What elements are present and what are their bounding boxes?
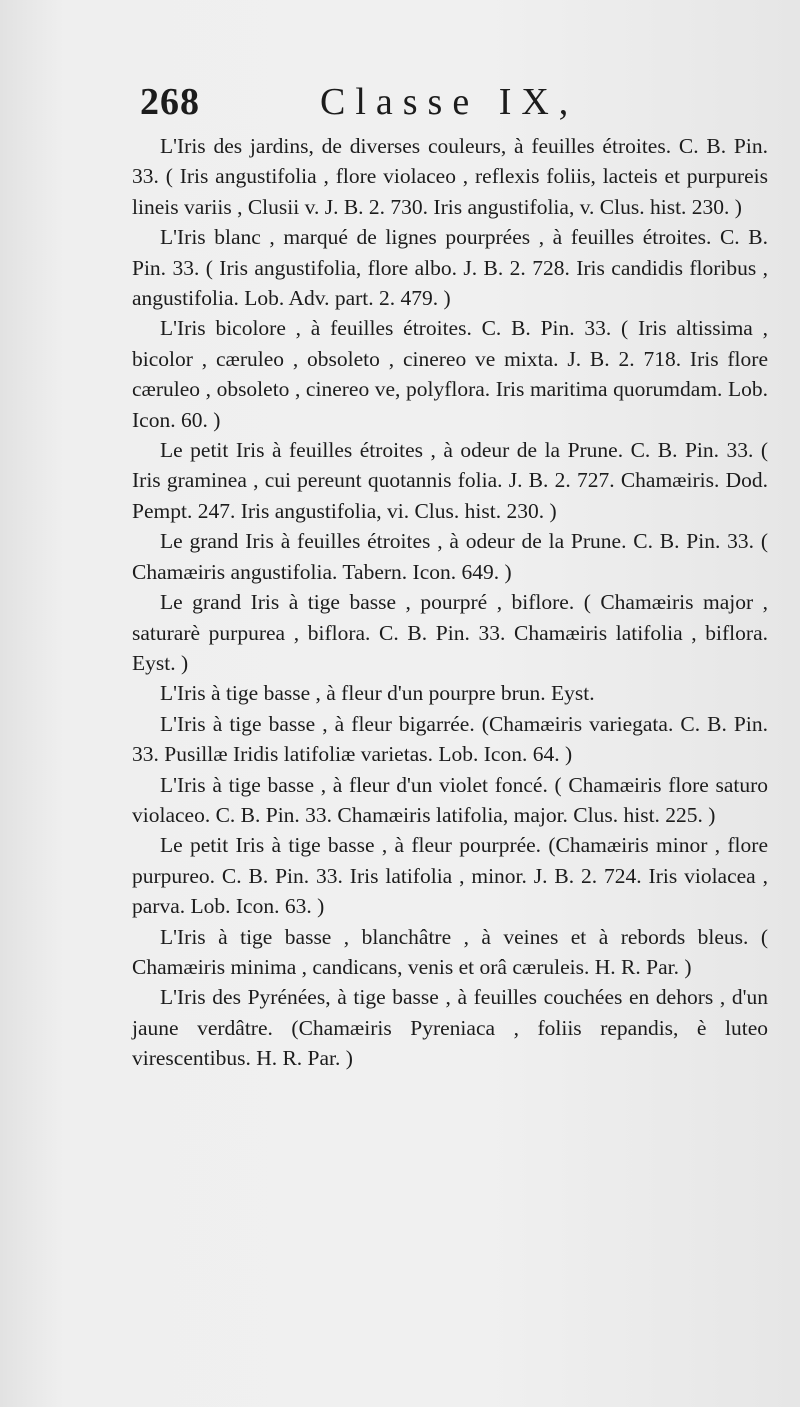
species-entry: L'Iris à tige basse , blanchâtre , à veines et à rebords bleus. ( Chamæiris minima , candicans, venis et orâ cæruleis. H. R. Par. ) bbox=[132, 924, 768, 979]
species-entry: Le grand Iris à tige basse , pourpré , biflore. ( Chamæiris major , saturarè purpurea , biflora. C. B. Pin. 33. Chamæiris latifolia , biflora. Eyst. ) bbox=[132, 590, 768, 675]
text-body bbox=[132, 131, 768, 1074]
running-title: Classe IX, bbox=[320, 81, 579, 123]
species-entry: L'Iris à tige basse , à fleur bigarrée. (Chamæiris variegata. C. B. Pin. 33. Pusillæ Iridis latifoliæ varietas. Lob. Icon. 64. ) bbox=[132, 711, 768, 767]
species-entry: L'Iris à tige basse , à fleur d'un pourpre brun. Eyst. bbox=[160, 681, 595, 706]
species-entry: L'Iris bicolore , à feuilles étroites. C. B. Pin. 33. ( Iris altissima , bicolor , cæruleo , obsoleto , cinereo ve mixta. J. B. 2. 718. Iris flore cæruleo , obsoleto , cinereo ve, polyflora. Iris maritima quorumdam. Lob. Icon. 60. ) bbox=[132, 316, 768, 432]
page-header bbox=[140, 80, 800, 128]
species-entry: L'Iris des jardins, de diverses couleurs, à feuilles étroites. C. B. Pin. 33. ( Iris angustifolia , flore violaceo , reflexis foliis, lacteis et purpureis lineis variis , Clusii v. J. B. 2. 730. Iris angustifolia, v. Clus. hist. 230. ) bbox=[132, 134, 768, 219]
species-entry: Le petit Iris à tige basse , à fleur pourprée. (Chamæiris minor , flore purpureo. C. B. Pin. 33. Iris latifolia , minor. J. B. 2. 724. Iris violacea , parva. Lob. Icon. 63. ) bbox=[132, 833, 768, 919]
species-entry: L'Iris des Pyrénées, à tige basse , à feuilles couchées en dehors , d'un jaune verdâtre. (Chamæiris Pyreniaca , foliis repandis, è luteo virescentibus. H. R. Par. ) bbox=[132, 985, 768, 1071]
species-entry: L'Iris à tige basse , à fleur d'un violet foncé. ( Chamæiris flore saturo violaceo. C. B. Pin. 33. Chamæiris latifolia, major. Clus. hist. 225. ) bbox=[132, 772, 768, 827]
species-entry: L'Iris blanc , marqué de lignes pourprées , à feuilles étroites. C. B. Pin. 33. ( Iris angustifolia, flore albo. J. B. 2. 728. Iris candidis floribus , angustifolia. Lob. Adv. part. 2. 479. ) bbox=[132, 225, 768, 311]
page-number: 268 bbox=[140, 81, 200, 123]
species-entry: Le petit Iris à feuilles étroites , à odeur de la Prune. C. B. Pin. 33. ( Iris graminea , cui pereunt quotannis folia. J. B. 2. 727. Chamæiris. Dod. Pempt. 247. Iris angustifolia, vi. Clus. hist. 230. ) bbox=[132, 438, 768, 523]
species-entry: Le grand Iris à feuilles étroites , à odeur de la Prune. C. B. Pin. 33. ( Chamæiris angustifolia. Tabern. Icon. 649. ) bbox=[132, 529, 768, 584]
